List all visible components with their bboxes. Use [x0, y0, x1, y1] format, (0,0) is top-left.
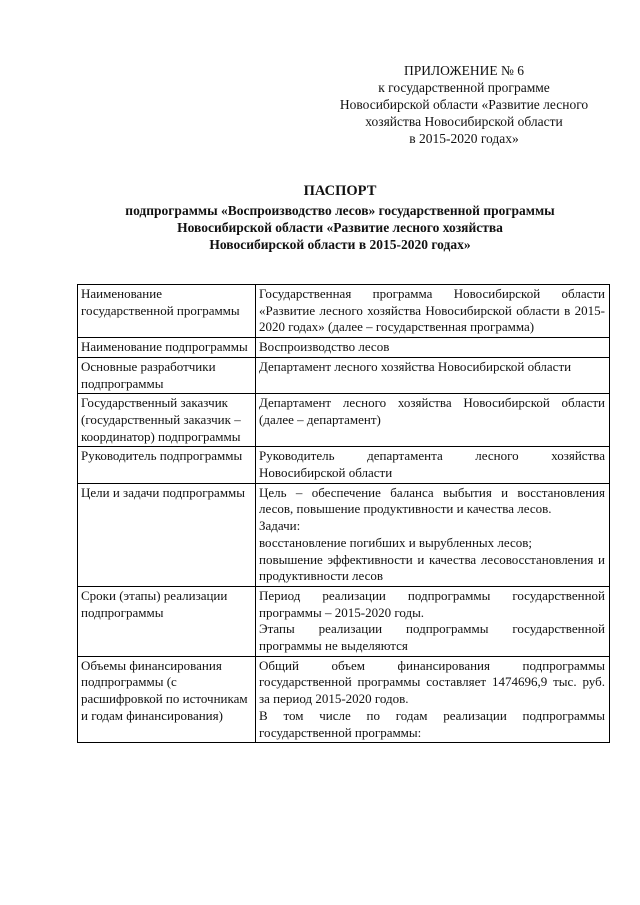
- row-value: [256, 285, 610, 338]
- value-paragraph: Общий объем финансирования подпрограммы государственной программы составляет 1474696,9 тыс. руб. за период 2015-2020 годов.: [259, 657, 605, 707]
- title-line: Новосибирской области «Развитие лесного хозяйства: [177, 220, 503, 235]
- value-paragraph: восстановление погибших и вырубленных лесов;: [259, 534, 532, 550]
- value-paragraph: повышение эффективности и качества лесовосстановления и продуктивности лесов: [259, 551, 605, 584]
- row-label: Сроки (этапы) реализации подпрограммы: [78, 586, 256, 656]
- value-paragraph: Задачи:: [259, 518, 301, 534]
- value-paragraph: Период реализации подпрограммы государственной программы – 2015-2020 годы.: [259, 587, 605, 620]
- value-paragraph: Этапы реализации подпрограммы государственной программы не выделяются: [259, 621, 605, 654]
- title-main: ПАСПОРТ: [303, 183, 377, 199]
- table-row: [78, 656, 610, 743]
- row-label: Объемы финансирования подпрограммы (с расшифровкой по источникам и годам финансирования): [78, 656, 256, 743]
- row-label: Цели и задачи подпрограммы: [78, 483, 256, 586]
- row-value: [256, 447, 610, 483]
- row-value: [256, 586, 610, 656]
- table-row: [78, 357, 610, 393]
- table-row: [78, 447, 610, 483]
- row-value: [256, 394, 610, 447]
- table-row: [78, 586, 610, 656]
- row-label: Наименование подпрограммы: [78, 338, 256, 358]
- appendix-line: в 2015-2020 годах»: [409, 131, 519, 146]
- passport-table: [77, 284, 610, 743]
- appendix-line: Новосибирской области «Развитие лесного: [339, 97, 589, 112]
- row-value: [256, 338, 610, 358]
- value-paragraph: Департамент лесного хозяйства Новосибирской области (далее – департамент): [259, 395, 605, 427]
- title-line: подпрограммы «Воспроизводство лесов» государственной программы: [125, 203, 555, 218]
- row-label: Основные разработчики подпрограммы: [78, 357, 256, 393]
- row-label: Наименование государственной программы: [78, 285, 256, 338]
- value-paragraph: Руководитель департамента лесного хозяйства Новосибирской области: [259, 448, 605, 481]
- value-paragraph: Государственная программа Новосибирской области «Развитие лесного хозяйства Новосибирской области в 2015-2020 годах» (далее – государственная программа): [259, 286, 605, 335]
- appendix-number: ПРИЛОЖЕНИЕ № 6: [403, 63, 525, 78]
- value-paragraph: Департамент лесного хозяйства Новосибирской области: [259, 358, 572, 374]
- table-row: [78, 285, 610, 338]
- title-line: Новосибирской области в 2015-2020 годах»: [209, 237, 471, 252]
- value-paragraph: В том числе по годам реализации подпрограммы государственной программы:: [259, 707, 605, 740]
- row-value: [256, 656, 610, 743]
- row-label: Руководитель подпрограммы: [78, 447, 256, 483]
- appendix-header: [318, 62, 610, 147]
- table-row: [78, 338, 610, 358]
- appendix-line: хозяйства Новосибирской области: [365, 114, 563, 129]
- row-value: [256, 357, 610, 393]
- passport-title: [40, 183, 640, 253]
- row-label: Государственный заказчик (государственный заказчик – координатор) подпрограммы: [78, 394, 256, 447]
- table-row: [78, 394, 610, 447]
- row-value: [256, 483, 610, 586]
- table-row: [78, 483, 610, 586]
- value-paragraph: Цель – обеспечение баланса выбытия и восстановления лесов, повышение продуктивности и качества лесов.: [259, 484, 605, 517]
- appendix-line: к государственной программе: [378, 80, 550, 95]
- value-paragraph: Воспроизводство лесов: [259, 339, 390, 355]
